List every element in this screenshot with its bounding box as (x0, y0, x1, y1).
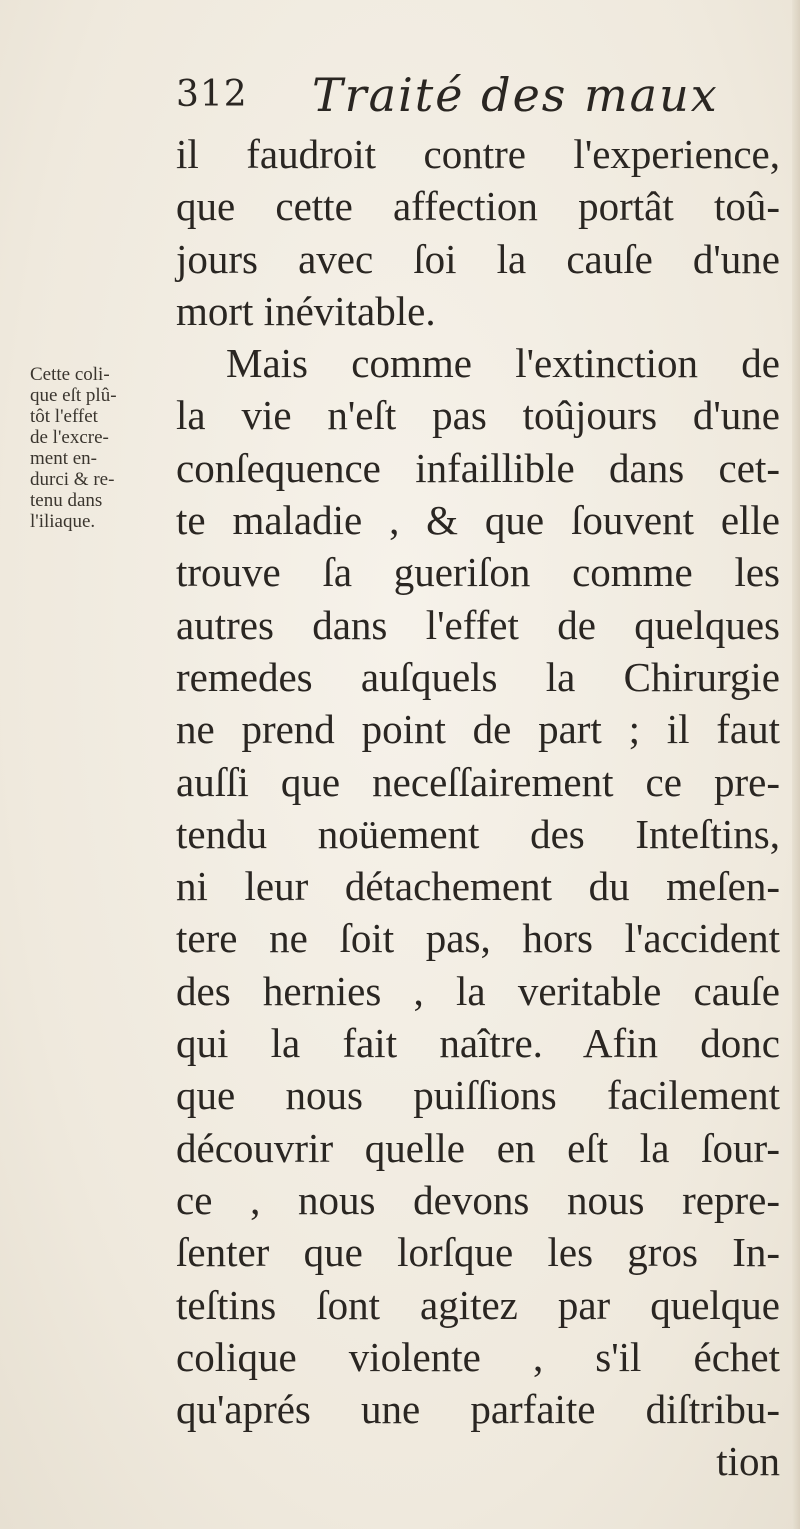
margin-note-line: l'iliaque. (30, 511, 96, 532)
text-line: qu'aprés une parfaite diſtribu- (176, 1386, 780, 1433)
text-line: colique violente , s'il échet (176, 1333, 780, 1380)
running-title: Traité des maux (312, 68, 719, 122)
text-line: teſtins ſont agitez par quelque (176, 1281, 780, 1328)
text-line: il faudroit contre l'experience, (176, 131, 780, 177)
text-line: découvrir quelle en eſt la ſour- (176, 1124, 780, 1171)
margin-note (30, 364, 160, 532)
text-line: que cette affection portât toû- (176, 183, 780, 230)
text-line: mort inévitable. (176, 287, 436, 334)
text-line: des hernies , la veritable cauſe (176, 967, 780, 1014)
text-line: conſequence infaillible dans cet- (176, 444, 780, 491)
margin-note-line: durci & re- (30, 469, 115, 490)
margin-note-line: Cette coli- (30, 364, 110, 385)
text-line: tendu noüement des Inteſtins, (176, 810, 780, 857)
text-line: ſenter que lorſque les gros In- (176, 1229, 780, 1276)
margin-note-line: tôt l'effet (30, 406, 98, 427)
text-line: trouve ſa gueriſon comme les (176, 549, 780, 596)
text-line: autres dans l'effet de quelques (176, 601, 780, 648)
text-line: ce , nous devons nous repre- (176, 1176, 780, 1223)
text-line: remedes auſquels la Chirurgie (176, 653, 780, 700)
text-line: ni leur détachement du meſen- (176, 863, 780, 910)
text-line: tere ne ſoit pas, hors l'accident (176, 915, 780, 962)
text-line: te maladie , & que ſouvent elle (176, 497, 780, 544)
text-line: tion (716, 1438, 780, 1485)
body-text (176, 128, 780, 1488)
margin-note-line: tenu dans (30, 490, 103, 511)
margin-note-line: que eſt plû- (30, 385, 117, 406)
page-number: 312 (176, 74, 248, 115)
text-line: auſſi que neceſſairement ce pre- (176, 758, 780, 805)
page-edge (792, 0, 800, 1529)
text-line: ne prend point de part ; il faut (176, 706, 780, 753)
margin-note-line: de l'excre- (30, 427, 109, 448)
text-line: la vie n'eſt pas toûjours d'une (176, 392, 780, 439)
text-line: Mais comme l'extinction de (226, 340, 780, 387)
margin-note-line: ment en- (30, 448, 98, 469)
text-line: que nous puiſſions facilement (176, 1072, 780, 1119)
text-line: qui la fait naître. Afin donc (176, 1020, 780, 1067)
text-line: jours avec ſoi la cauſe d'une (176, 235, 780, 282)
